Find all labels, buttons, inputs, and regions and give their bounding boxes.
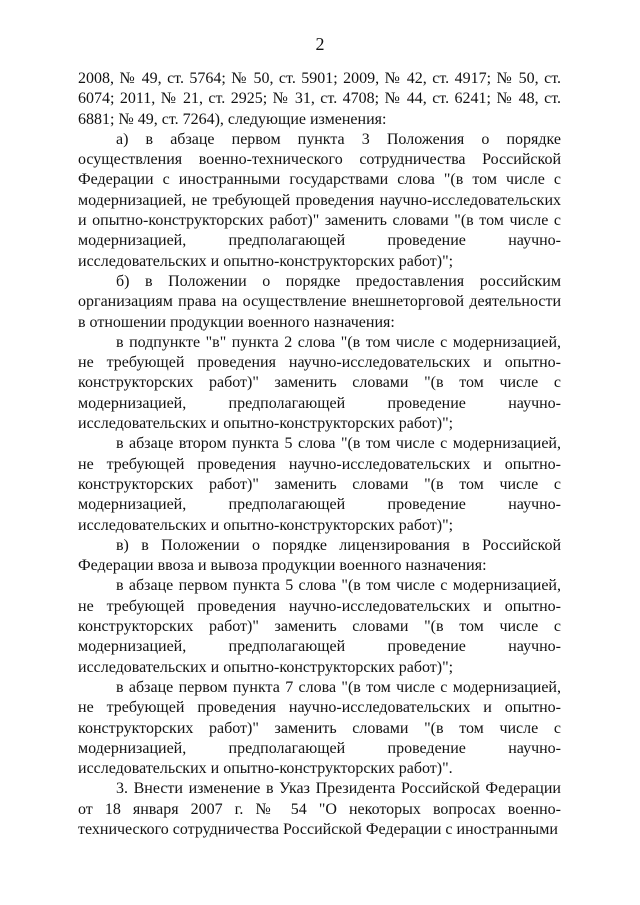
paragraph-item-v-1: в абзаце первом пункта 5 слова "(в том числе с модернизацией, не требующей проведения научно-исследовательских и опытно-конструкторских работ)" заменить словами "(в том числе с модернизацией, предполагающей проведение научно-исследовательских и опытно-конструкторских работ)";	[78, 577, 561, 676]
paragraph-section-3: 3. Внести изменение в Указ Президента Российской Федерации от 18 января 2007 г. № 54 "О некоторых вопросах военно-технического сотрудничества Российской Федерации с иностранными	[78, 780, 561, 838]
page-number: 2	[315, 34, 325, 54]
paragraph-item-b: б) в Положении о порядке предоставления российским организациям права на осуществление внешнеторговой деятельности в отношении продукции военного назначения:	[78, 272, 561, 331]
paragraph-item-v-2: в абзаце первом пункта 7 слова "(в том числе с модернизацией, не требующей проведения научно-исследовательских и опытно-конструкторских работ)" заменить словами "(в том числе с модернизацией, предполагающей проведение научно-исследовательских и опытно-конструкторских работ)".	[78, 678, 561, 778]
paragraph-list-continuation: 2008, № 49, ст. 5764; № 50, ст. 5901; 2009, № 42, ст. 4917; № 50, ст. 6074; 2011, № 21, ст. 2925; № 31, ст. 4708; № 44, ст. 6241; № 48, ст. 6881; № 49, ст. 7264), следующие изменения:	[78, 70, 561, 128]
paragraph-item-b-2: в абзаце втором пункта 5 слова "(в том числе с модернизацией, не требующей проведения научно-исследовательских и опытно-конструкторских работ)" заменить словами "(в том числе с модернизацией, предполагающей проведение научно-исследовательских и опытно-конструкторских работ)";	[78, 435, 561, 534]
paragraph-item-b-1: в подпункте "в" пункта 2 слова "(в том числе с модернизацией, не требующей проведения научно-исследовательских и опытно-конструкторских работ)" заменить словами "(в том числе с модернизацией, предполагающей проведение научно-исследовательских и опытно-конструкторских работ)";	[78, 333, 561, 433]
document-body	[78, 69, 561, 840]
paragraph-item-a: а) в абзаце первом пункта 3 Положения о порядке осуществления военно-технического сотрудничества Российской Федерации с иностранными государствами слова "(в том числе с модернизацией, не требующей проведения научно-исследовательских и опытно-конструкторских работ)" заменить словами "(в том числе с модернизацией, предполагающей проведение научно-исследовательских и опытно-конструкторских работ)";	[78, 130, 561, 270]
paragraph-item-v: в) в Положении о порядке лицензирования в Российской Федерации ввоза и вывоза продукции военного назначения:	[78, 536, 561, 575]
